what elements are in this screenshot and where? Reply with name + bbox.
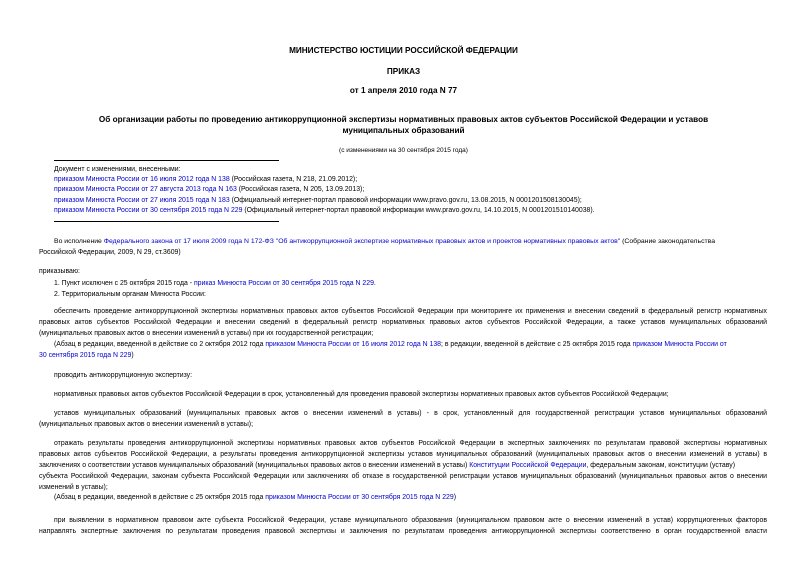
change-link[interactable]: приказом Минюста России от 27 августа 2013 года N 163 <box>54 186 237 193</box>
change-item: приказом Минюста России от 27 июля 2015 года N 183 (Официальный интернет-портал правовой информации www.pravo.gov.ru, 13.08.2015, N 0001201508130045); <box>54 197 582 204</box>
paragraph-preamble: Во исполнение Федерального закона от 17 июля 2009 года N 172-ФЗ "Об антикоррупционной экспертизе нормативных правовых актов и проектов нормативных правовых актов" (Собрание законодательства <box>54 238 716 245</box>
paragraph-charters-cont: (муниципальных правовых актов о внесении изменений в уставы); <box>39 421 253 428</box>
paragraph-edit-note: (Абзац в редакции, введенной в действие со 2 октября 2012 года приказом Минюста России от 16 июля 2012 года N 138; в редакции, введенной в действие с 25 октября 2015 года приказом Минюста России от <box>54 341 727 348</box>
bottom-divider <box>54 221 279 222</box>
change-link[interactable]: приказом Минюста России от 30 сентября 2015 года N 229 <box>54 207 243 214</box>
item-2: 2. Территориальным органам Минюста России: <box>54 291 206 298</box>
doc-type-heading: ПРИКАЗ <box>386 67 421 76</box>
change-link[interactable]: приказом Минюста России от 27 июля 2015 года N 183 <box>54 197 230 204</box>
paragraph-ensure: обеспечить проведение антикоррупционной экспертизы нормативных правовых актов субъектов Российской Федерации при мониторинге их применения и внесении сведений в федеральный регистр нормативных <box>54 308 767 315</box>
change-item: приказом Минюста России от 27 августа 2013 года N 163 (Российская газета, N 205, 13.09.2013); <box>54 186 365 193</box>
paragraph-detection: при выявлении в нормативном правовом акте субъекта Российской Федерации, уставе муниципального образования (муниципальном правовом акте о внесении изменений в устав) коррупциогенных факторов <box>54 517 767 524</box>
title-line-2: муниципальных образований <box>342 126 465 135</box>
change-item: приказом Минюста России от 30 сентября 2015 года N 229 (Официальный интернет-портал правовой информации www.pravo.gov.ru, 14.10.2015, N 0001201510140038). <box>54 207 595 214</box>
amendment-link[interactable]: приказом Минюста России от 30 сентября 2015 года N 229 <box>265 494 454 501</box>
paragraph-reflect-cont: правовых актов субъектов Российской Федерации, а результаты проведения антикоррупционной экспертизы уставов муниципальных образований (муниципальных правовых актов о внесении изменений в уставы) в <box>39 451 767 458</box>
change-item: приказом Минюста России от 16 июля 2012 года N 138 (Российская газета, N 218, 21.09.2012); <box>54 176 358 183</box>
paragraph-detection-cont: направлять экспертные заключения по результатам проведения правовой экспертизы и заключения по результатам проведения антикоррупционной экспертизы соответственно в орган государственной власти <box>39 528 767 535</box>
order-word: приказываю: <box>39 268 80 275</box>
item-1: 1. Пункт исключен с 25 октября 2015 года - приказ Минюста России от 30 сентября 2015 года N 229. <box>54 280 376 287</box>
constitution-link[interactable]: Конституции Российской Федерации <box>469 462 587 469</box>
amendment-link[interactable]: приказом Минюста России от 16 июля 2012 года N 138 <box>265 341 441 348</box>
paragraph-reflect-cont: субъекта Российской Федерации, законам субъекта Российской Федерации или заключениях об отказе в государственной регистрации уставов муниципальных образований (муниципальных правовых актов о внесении <box>39 473 767 480</box>
ministry-heading: МИНИСТЕРСТВО ЮСТИЦИИ РОССИЙСКОЙ ФЕДЕРАЦИИ <box>289 46 518 55</box>
paragraph-conduct: проводить антикоррупционную экспертизу: <box>54 372 193 379</box>
paragraph-edit-note-2: (Абзац в редакции, введенной в действие с 25 октября 2015 года приказом Минюста России от 30 сентября 2015 года N 229) <box>54 494 456 501</box>
paragraph-ensure-cont: правовых актов субъектов Российской Федерации и внесении сведений в федеральный регистр нормативных правовых актов субъектов Российской Федерации, а также уставов муниципальных образований <box>39 319 767 326</box>
top-divider <box>54 160 279 161</box>
paragraph-reflect-cont: заключениях о соответствии уставов муниципальных образований (муниципальных правовых актов о внесении изменений в уставы) Конституции Российской Федерации, федеральным законам, конституции (уставу) <box>39 462 735 469</box>
paragraph-acts: нормативных правовых актов субъектов Российской Федерации в срок, установленный для проведения правовой экспертизы нормативных правовых актов субъектов Российской Федерации; <box>54 391 669 398</box>
amendment-link[interactable]: 30 сентября 2015 года N 229 <box>39 352 132 359</box>
paragraph-ensure-cont: (муниципальных правовых актов о внесении изменений в уставы) при их государственной регистрации; <box>39 330 374 337</box>
title-line-1: Об организации работы по проведению антикоррупционной экспертизы нормативных правовых актов субъектов Российской Федерации и уставов <box>98 115 709 124</box>
amendment-link[interactable]: приказом Минюста России от <box>632 341 727 348</box>
change-link[interactable]: приказом Минюста России от 16 июля 2012 года N 138 <box>54 176 230 183</box>
paragraph-preamble-cont: Российской Федерации, 2009, N 29, ст.3609) <box>39 249 181 256</box>
date-number-heading: от 1 апреля 2010 года N 77 <box>349 86 458 95</box>
revision-note: (с изменениями на 30 сентября 2015 года) <box>339 147 468 154</box>
changes-intro: Документ с изменениями, внесенными: <box>54 166 181 173</box>
amendment-link[interactable]: приказ Минюста России от 30 сентября 2015 года N 229 <box>193 280 374 287</box>
paragraph-charters: уставов муниципальных образований (муниципальных правовых актов о внесении изменений в уставы) - в срок, установленный для государственной регистрации уставов муниципальных образований <box>54 410 767 417</box>
paragraph-edit-note-cont: 30 сентября 2015 года N 229) <box>39 352 134 359</box>
paragraph-reflect-cont: изменений в уставы); <box>39 484 108 491</box>
paragraph-reflect: отражать результаты проведения антикоррупционной экспертизы нормативных правовых актов субъектов Российской Федерации в экспертных заключениях по результатам правовой экспертизы нормативных <box>54 440 767 447</box>
federal-law-link[interactable]: Федерального закона от 17 июля 2009 года N 172-ФЗ "Об антикоррупционной экспертизе нормативных правовых актов и проектов нормативных правовых актов" <box>103 238 621 245</box>
